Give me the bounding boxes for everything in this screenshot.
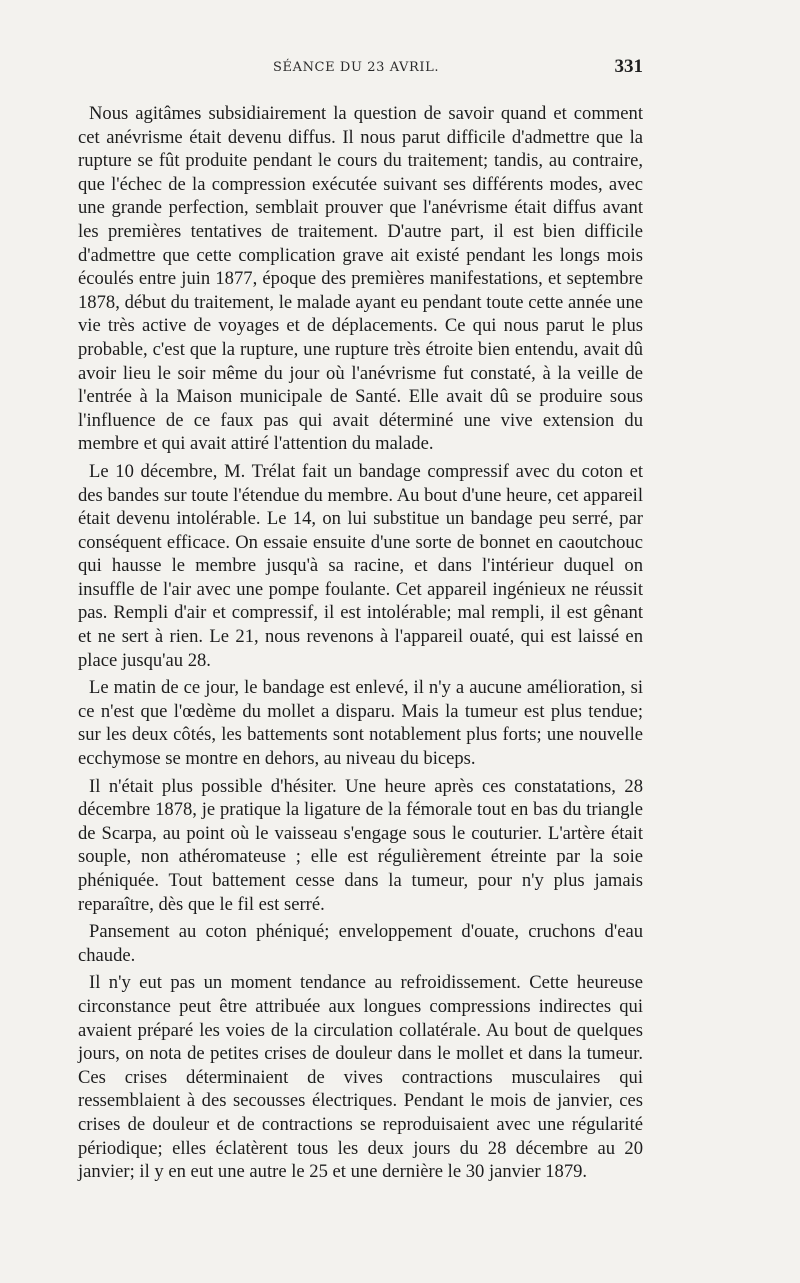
paragraph: Il n'était plus possible d'hésiter. Une heure après ces constatations, 28 décembre 1878, je pratique la ligature de la fémorale tout en bas du triangle de Scarpa, au point où le vaisseau s'engage sous le couturier. L'artère était souple, non athéromateuse ; elle est régulièrement étreinte par la soie phéniquée. Tout battement cesse dans la tumeur, pour n'y plus jamais reparaître, dès que le fil est serré.: [78, 775, 643, 915]
paragraph: Il n'y eut pas un moment tendance au refroidissement. Cette heureuse circonstance peut être attribuée aux longues compressions indirectes qui avaient préparé les voies de la circulation collatérale. Au bout de quelques jours, on nota de petites crises de douleur dans le mollet et dans la tumeur. Ces crises déterminaient de vives contractions musculaires qui ressemblaient à des secousses électriques. Pendant le mois de janvier, ces crises de douleur et de contractions se reproduisaient avec une régularité périodique; elles éclatèrent tous les deux jours du 28 décembre au 20 janvier; il y en eut une autre le 25 et une dernière le 30 janvier 1879.: [78, 972, 643, 1183]
page-number: 331: [614, 56, 643, 77]
page-header: [78, 56, 643, 82]
body-text: [78, 102, 643, 1188]
paragraph: Pansement au coton phéniqué; enveloppement d'ouate, cruchons d'eau chaude.: [78, 921, 643, 966]
paragraph: Le matin de ce jour, le bandage est enlevé, il n'y a aucune amélioration, si ce n'est que l'œdème du mollet a disparu. Mais la tumeur est plus tendue; sur les deux côtés, les battements sont notablement plus forts; une nouvelle ecchymose se montre en dehors, au niveau du biceps.: [78, 677, 643, 770]
paragraph: Le 10 décembre, M. Trélat fait un bandage compressif avec du coton et des bandes sur toute l'étendue du membre. Au bout d'une heure, cet appareil était devenu intolérable. Le 14, on lui substitue un bandage peu serré, par conséquent efficace. On essaie ensuite d'une sorte de bonnet en caoutchouc qui hausse le membre jusqu'à sa racine, et dans l'intérieur duquel on insuffle de l'air avec une pompe foulante. Cet appareil ingénieux ne réussit pas. Rempli d'air et compressif, il est intolérable; mal rempli, il est gênant et ne sert à rien. Le 21, nous revenons à l'appareil ouaté, qui est laissé en place jusqu'au 28.: [78, 460, 643, 671]
paragraph: Nous agitâmes subsidiairement la question de savoir quand et comment cet anévrisme était devenu diffus. Il nous parut difficile d'admettre que la rupture se fût produite pendant le cours du traitement; tandis, au contraire, que l'échec de la compression exécutée suivant ses différents modes, avec une grande perfection, semblait prouver que l'anévrisme était diffus avant les premières tentatives de traitement. D'autre part, il est bien difficile d'admettre que cette complication grave ait existé pendant les longs mois écoulés entre juin 1877, époque des premières manifestations, et septembre 1878, début du traitement, le malade ayant eu pendant toute cette année une vie très active de voyages et de déplacements. Ce qui nous parut le plus probable, c'est que la rupture, une rupture très étroite bien entendu, avait dû avoir lieu le soir même du jour où l'anévrisme fut constaté, à la veille de l'entrée à la Maison municipale de Santé. Elle avait dû se produire sous l'influence de ce faux pas qui avait déterminé une vive extension du membre et qui avait attiré l'attention du malade.: [78, 103, 643, 455]
running-title: SÉANCE DU 23 AVRIL.: [273, 60, 440, 75]
